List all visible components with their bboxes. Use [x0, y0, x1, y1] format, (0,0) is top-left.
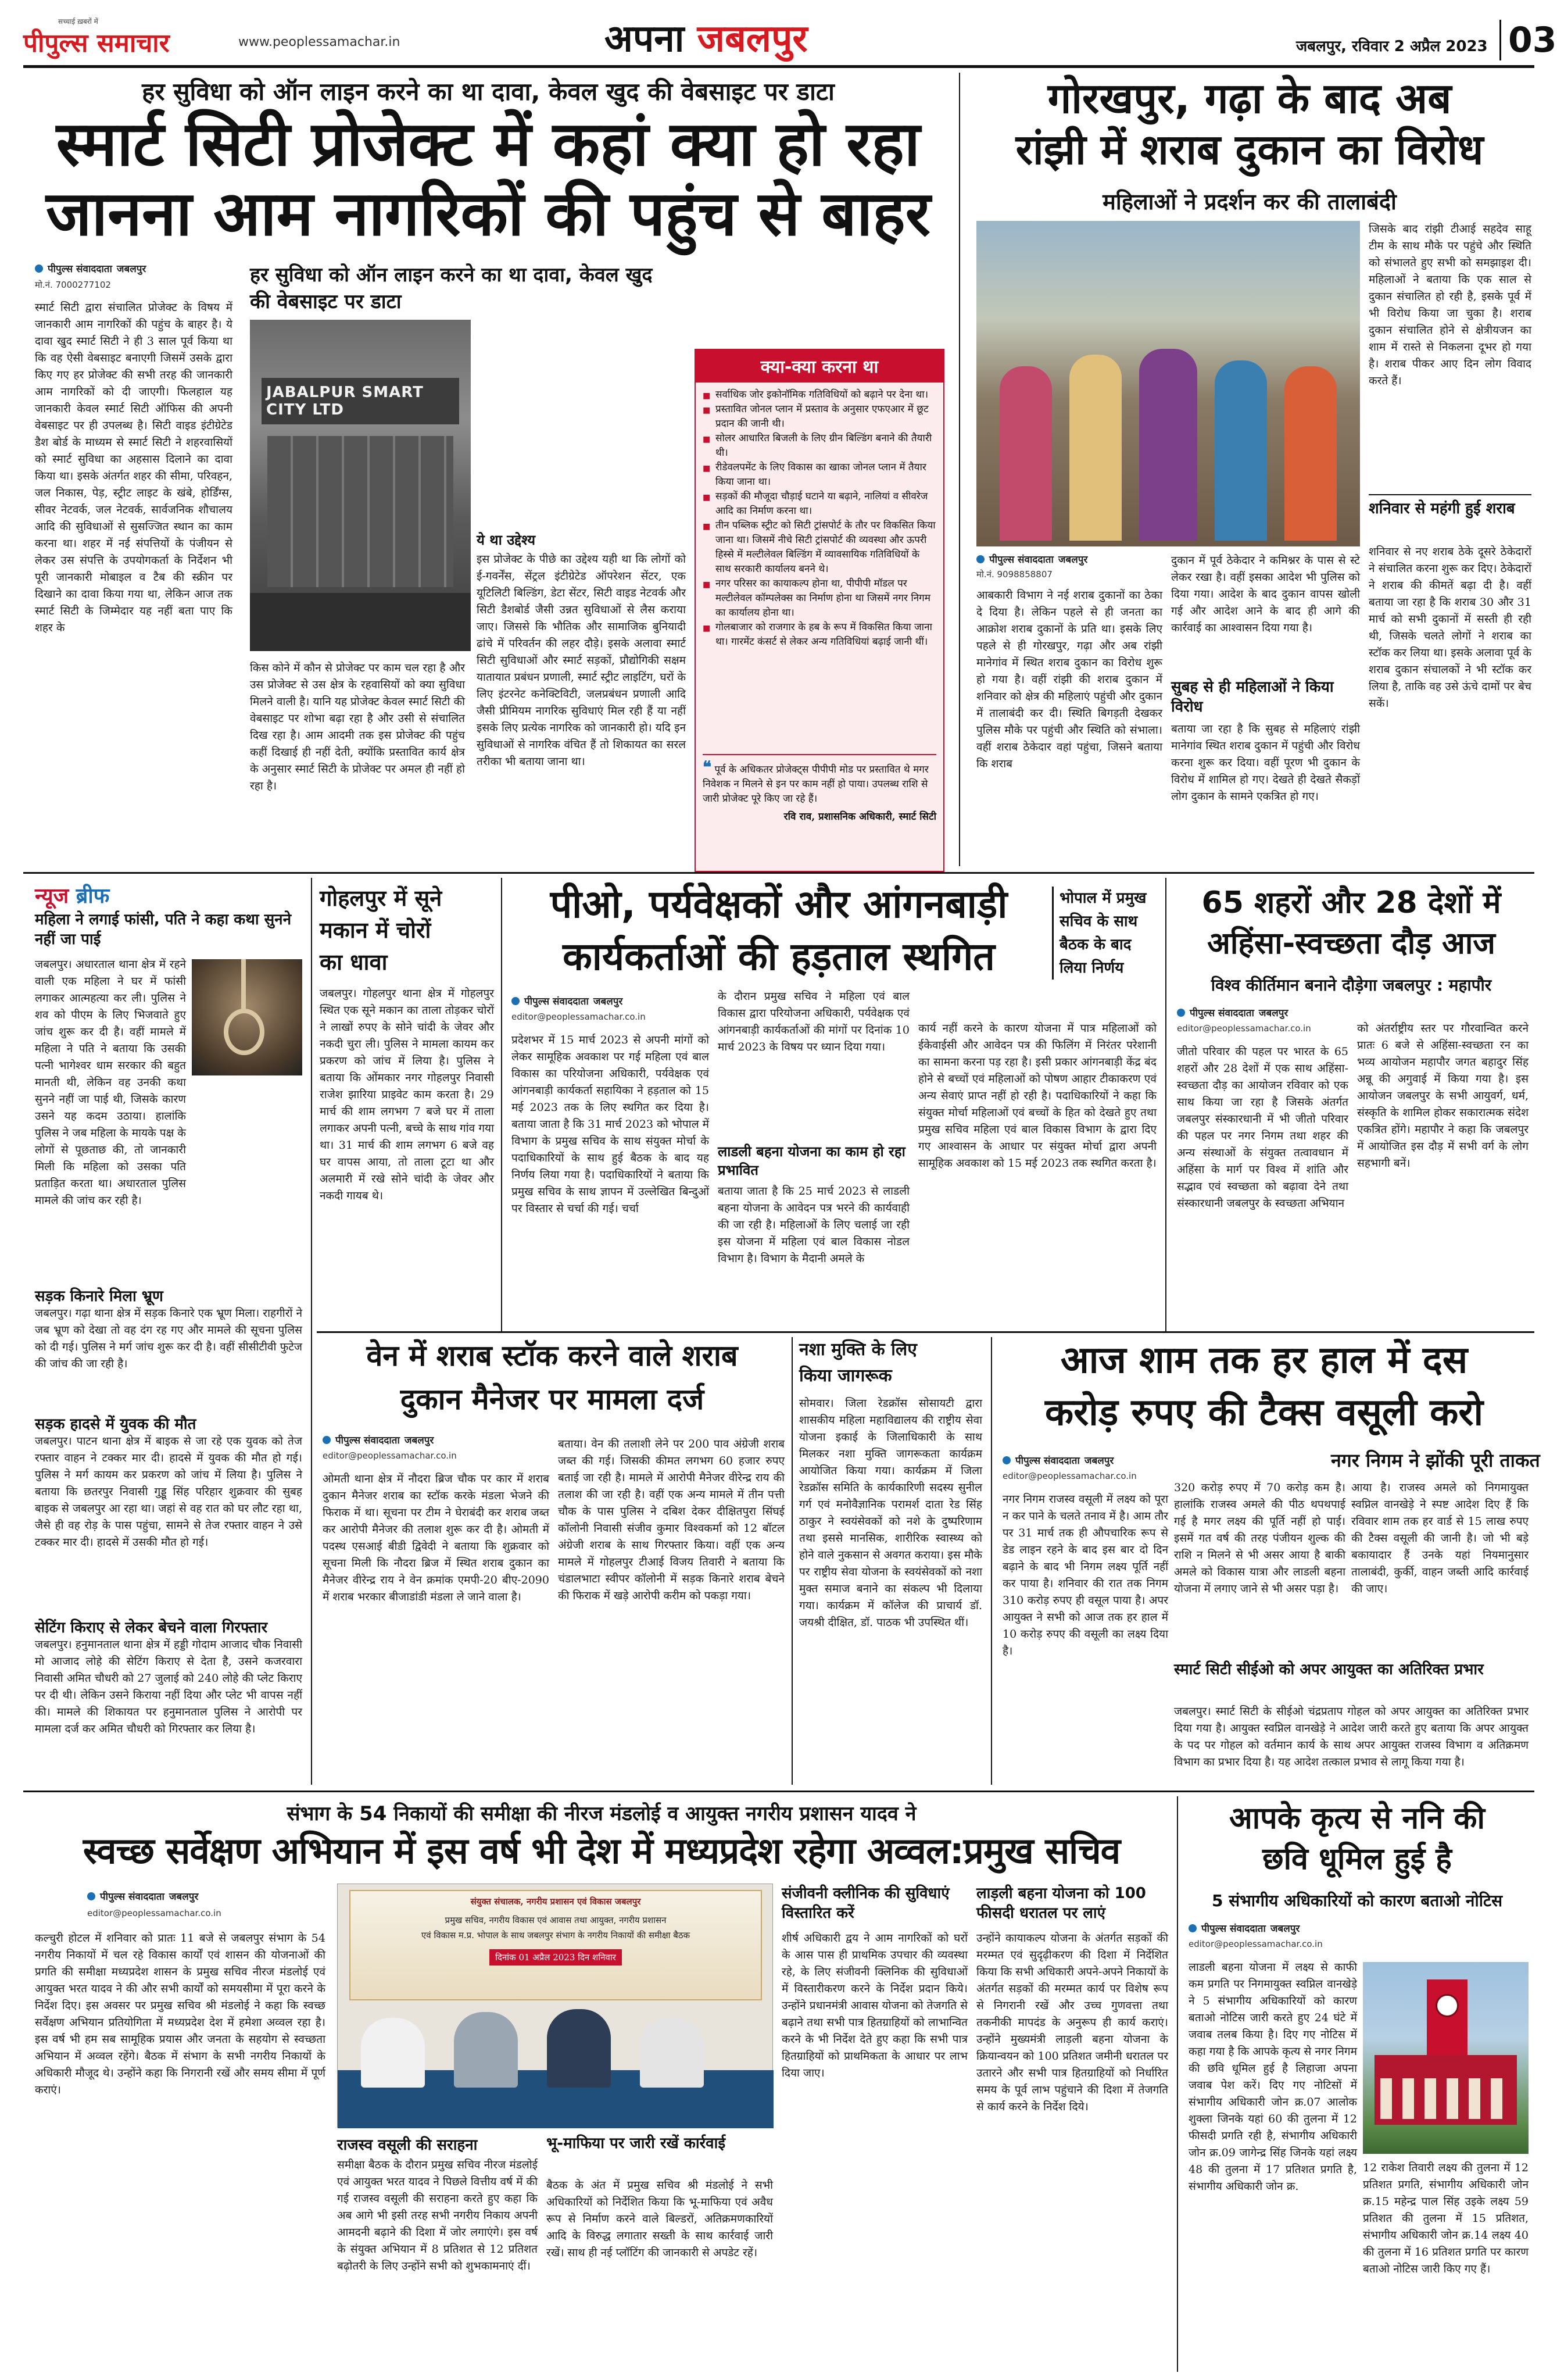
dot-bullet-icon: [1177, 1009, 1185, 1017]
story6-headline-2: दुकान मैनेजर पर मामला दर्ज: [400, 1382, 704, 1416]
section-rule-2: [317, 1331, 1534, 1333]
masthead-rule: [23, 65, 1534, 68]
story8-col1: नगर निगम राजस्व वसूली में लक्ष्य को पूरा न कर पाने के चलते तनाव में है। आम तौर पर 31 मार्च तक ही औपचारिक रूप से डेड लाइन रहने के बाद इस बार दो दिन बढ़ाने के बाद भी निगम लक्ष्य पूर्ति नहीं कर पाया है। शनिवार की रात तक निगम 310 करोड़ रुपए ही वसूल पाया है। अपर आयुक्त ने सभी को आज तक हर हाल में 10 करोड़ रुपए की वसूली का लक्ष्य दिया है।: [1003, 1493, 1168, 1657]
byline-name: पीपुल्स संवाददाता: [1201, 1923, 1266, 1935]
todo-item: ■ सर्वाधिक जोर इकोनॉमिक गतिविधियों को बढ़ाने पर देना था।: [703, 388, 936, 402]
story9-email: editor@peoplessamachar.co.in: [87, 1908, 221, 1918]
story8-text2: जबलपुर। स्मार्ट सिटी के सीईओ चंद्रप्रताप गोहल को अपर आयुक्त का अतिरिक्त प्रभार दिया गया है। आयुक्त स्वप्निल वानखेड़े ने आदेश जारी करते हुए बताया कि अपर आयुक्त के पद पर गोहल को वर्तमान कार्य के साथ अपर आयुक्त राजस्व विभाग व अतिक्रमण विभाग का प्रभार दिया है। यह आदेश तत्काल प्रभाव से लागू किया गया है।: [1174, 1705, 1529, 1768]
story9-text-d: उन्होंने कायाकल्प योजना के अंतर्गत सड़कों की मरम्मत एवं सुदृढ़ीकरण की दिशा में निर्देशित किया कि सभी अधिकारी अपने-अपने निकायों के अंतर्गत सड़कों की मरम्मत कार्य पर विशेष रूप से निगरानी रखें और उच्च गुणवत्ता तथा तकनीकी मापदंड के अनुरूप ही कार्य कराएं। उन्होंने मुख्यमंत्री लाड़ली बहना योजना के क्रियान्वयन को 100 प्रतिशत जमीनी धरातल पर उतारने और सभी पात्र हितग्राहियों को निर्धारित समय के पूर्व लाभ पहुंचाने की दिशा में तेजगति से कार्य करने के निर्देश दिये।: [976, 1932, 1168, 2113]
noose-loop: [224, 1009, 264, 1055]
crowd-2: [1069, 355, 1122, 541]
building-sign: JABALPUR SMART CITY LTD: [262, 378, 459, 424]
story4-headline-1: पीओ, पर्यवेक्षकों और आंगनबाड़ी: [550, 882, 1008, 927]
dot-bullet-icon: [323, 1436, 331, 1444]
story6-col2: बताया। वेन की तलाशी लेने पर 200 पाव अंग्रेजी शराब जब्त की गई। जिसकी कीमत लगभग 60 हजार रुपए बताई जा रही है। मामले में आरोपी मैनेजर वीरेन्द्र राय की तलाश की जा रही है। वहीं एक अन्य मामले में तीन पत्ती चौक के पास पुलिस ने दबिश देकर दीक्षितपुरा सिंघई कॉलोनी निवासी संजीव कुमार विश्वकर्मा को 12 बॉटल अंग्रेजी शराब के साथ गिरफ्तार किया। वहीं एक अन्य मामले में गोहलपुर टीआई विजय तिवारी ने बताया कि चंडालभाटा स्वीपर कॉलोनी में सड़क किनारे शराब बेचने की फिराक में खड़े आरोपी करीम को पकड़ा गया।: [558, 1438, 785, 1602]
page-number: 03: [1499, 20, 1557, 60]
todo-item: ■ नगर परिसर का कायाकल्प होना था, पीपीपी मॉडल पर मल्टीलेवल कॉम्पलेक्स का निर्माण होना था जिसमें नगर निगम का कार्यालय होना था।: [703, 577, 936, 620]
brief-text-2: जबलपुर। गढ़ा थाना क्षेत्र में सड़क किनारे एक भ्रूण मिला। राहगीरों ने जब भ्रूण को देखा तो वह दंग रह गए और मामले की सूचना पुलिस को दी गई। पुलिस ने मर्ग जांच शुरू कर दी है। वहीं सीसीटीवी फुटेज की जांच की जा रही है।: [35, 1307, 302, 1370]
brief-head-3: सड़क हादसे में युवक की मौत: [35, 1416, 196, 1433]
crowd-3: [1139, 349, 1197, 541]
story1-purpose-head: ये था उद्देश्य: [477, 532, 536, 548]
story9-sub-d: लाड़ली बहना योजना को 100 फीसदी धरातल पर लाएं: [976, 1885, 1146, 1922]
story1-headline-2: जानना आम नागरिकों की पहुंच से बाहर: [46, 178, 930, 249]
dot-bullet-icon: [511, 997, 520, 1005]
story6-col1: ओमती थाना क्षेत्र में नौदरा ब्रिज चौक पर कार में शराब दुकान मैनेजर शराब का स्टॉक करके मंडला भेजने की फिराक में था। सूचना पर टीम ने घेराबंदी कर शराब जब्त कर आरोपी मैनेजर की तलाश शुरू कर दी है। ओमती में पदस्थ एसआई बीडी द्विवेदी ने बताया कि शुक्रवार को सूचना मिली कि नौदरा ब्रिज में स्थित शराब दुकान का मैनेजर वीरेन्द्र राय ने वेन क्रमांक एमपी-20 बीए-2090 में शराब भरकार बीजाडांडी मंडला ले जाने वाला है।: [323, 1473, 549, 1603]
story2-side-text: शनिवार से नए शराब ठेके दूसरे ठेकेदारों ने संचालित करना शुरू कर दिए। ठेकेदारों ने शराब की कीमतें बढ़ा दी है। वहीं बताया जा रहा है कि शराब 30 और 31 मार्च को सभी दुकानों में सस्ती ही रही थी, जिसके चलते लोगों ने शराब का स्टॉक कर लिया था। इसके अलावा पूर्व के शराब दुकान संचालकों ने भी स्टॉक कर लिया है, ताकि वह उसे ऊंचे दामों पर बेच सकें।: [1369, 545, 1531, 710]
masthead: [23, 12, 1557, 64]
todo-item: ■ सोलर आधारित बिजली के लिए ग्रीन बिल्डिंग बनाने की तैयारी थी।: [703, 431, 936, 460]
paper-name: पीपुल्स समाचार: [23, 28, 170, 58]
dot-bullet-icon: [87, 1892, 95, 1900]
story9-sub-a: राजस्व वसूली की सराहना: [337, 2136, 478, 2154]
byline-name: पीपुल्स संवाददाता: [989, 554, 1054, 566]
story9-text-c: शीर्ष अधिकारी द्वय ने आम नागरिकों को घरों के आस पास ही प्राथमिक उपचार की व्यवस्था रहे, के लिए संजीवनी क्लिनिक की सुविधाओं में विस्तारीकरण करने के निर्देश प्रदान किये। उन्होंने प्रधानमंत्री आवास योजना को तेजगति से बढ़ाने तथा सभी पात्र हितग्राहियों को लाभान्वित करने के भी निर्देश देते हुए कहा कि सभी पात्र हितग्राहियों को प्राथमिकता के आधार पर लाभ दिया जाए।: [782, 1932, 968, 2079]
section-title: [604, 12, 808, 62]
story6-headline-1: वेन में शराब स्टॉक करने वाले शराब: [366, 1339, 738, 1373]
story10-headline-1: आपके कृत्य से ननि की: [1229, 1801, 1485, 1836]
person-1: [361, 2018, 425, 2088]
dot-bullet-icon: [1189, 1924, 1197, 1932]
story7-headline-1: नशा मुक्ति के लिए: [799, 1339, 917, 1360]
quote-icon: ❝: [703, 757, 712, 777]
municipal-building-photo: [1363, 1962, 1529, 2154]
story8-headline-2: करोड़ रुपए की टैक्स वसूली करो: [1044, 1391, 1484, 1434]
brief-head-4: सेटिंग किराए से लेकर बेचने वाला गिरफ्तार: [35, 1619, 268, 1636]
story2-col-b2: बताया जा रहा है कि सुबह से महिलाएं रांझी मानेगांव स्थित शराब दुकान में पहुंची और विरोध करना शुरू कर दिया। वहीं पूरण भी दुकान के विरोध में शामिल हो गए। देखते ही देखते सैकड़ों लोग दुकान के सामने एकत्रित हो गए।: [1171, 723, 1360, 803]
story4-subhead: लाडली बहना योजना का काम हो रहा प्रभावित: [718, 1143, 905, 1178]
byline-city: जबलपुर: [1084, 1455, 1114, 1467]
story10-photo-caption: 12 राकेश तिवारी लक्ष्य की तुलना में 12 प्रतिशत प्रगति, संभागीय अधिकारी जोन क्र.15 महेन्द्र पाल सिंह उइके लक्ष्य 59 प्रतिशत की तुलना में 15 प्रतिशत, संभागीय अधिकारी जोन क्र.14 लक्ष्य 40 की तुलना में 16 प्रतिशत प्रगति पर कारण बताओ नोटिस जारी किए गए हैं।: [1363, 2161, 1529, 2275]
website-link[interactable]: www.peoplessamachar.in: [238, 35, 400, 49]
section-city: जबलपुर: [697, 17, 808, 60]
story9-text-a: समीक्षा बैठक के दौरान प्रमुख सचिव नीरज मंडलोई एवं आयुक्त भरत यादव ने पिछले वित्तीय वर्ष में की गई राजस्व वसूली की सराहना करते हुए कहा कि अब आगे भी इसी तरह सभी नगरीय निकाय अपनी आमदनी बढ़ाने की दिशा में जोर लगाएंगे। इस वर्ष के संयुक्त अभियान में 8 प्रतिशत से 12 प्रतिशत बढ़ोतरी के लिए उन्होंने सभी को शुभकामनाएं दीं।: [337, 2159, 538, 2272]
story4-byline: [511, 994, 622, 1007]
story2-subhead: महिलाओं ने प्रदर्शन कर की तालाबंदी: [1103, 189, 1397, 215]
story8-subhead: नगर निगम ने झोंकी पूरी ताकत: [1331, 1449, 1540, 1471]
meeting-photo: [337, 1884, 773, 2128]
story7-text: सोमवार। जिला रेडक्रॉस सोसायटी द्वारा शासकीय महिला महाविद्यालय की राष्ट्रीय सेवा योजना इकाई के जिलाधिकारी के साथ मिलकर नशा मुक्ति जागरूकता कार्यक्रम आयोजित किया गया। कार्यक्रम में जिला रेडक्रॉस समिति के कार्यकारिणी सदस्य सुनील गर्ग एवं मनोवैज्ञानिक परामर्श दाता रेड सिंह ठाकुर ने स्वयंसेवकों को नशे के दुष्परिणाम तथा इससे मानसिक, शारीरिक स्वास्थ्य को होने वाले नुकसान से अवगत कराया। इस मौके पर राष्ट्रीय सेवा योजना के स्वयंसेवकों को नशा मुक्त समाज बनाने का संकल्प भी दिलाया गया। कार्यक्रम में कॉलेज की प्राचार्य डॉ. जयश्री दीक्षित, डॉ. पाठक भी उपस्थित थीं।: [799, 1397, 982, 1629]
story2-headline-1: गोरखपुर, गढ़ा के बाद अब: [1047, 74, 1452, 123]
story9-kicker: संभाग के 54 निकायों की समीक्षा की नीरज मंडलोई व आयुक्त नगरीय प्रशासन यादव ने: [287, 1802, 917, 1825]
story2-col-b: दुकान में पूर्व ठेकेदार ने कमिश्नर के पास से स्टे लेकर रखा है। वहीं इसका आदेश भी पुलिस को दिया गया। आदेश के बाद दुकान वापस खोली गई और आदेश आने के बाद ही आगे की कार्रवाई का आश्वासन दिया गया है।: [1171, 554, 1360, 634]
todo-title: क्या-क्या करना था: [695, 349, 944, 383]
story2-headline-2: रांझी में शराब दुकान का विरोध: [1015, 125, 1484, 174]
story8-byline: [1003, 1453, 1114, 1467]
story4-col3: कार्य नहीं करने के कारण योजना में पात्र महिलाओं को ईकेवाईसी और आवेदन पत्र की फिलिंग में निरंतर परेशानी का सामना करना पड़ रहा है। इसी प्रकार आंगनबाड़ी केंद्र बंद होने से बच्चों एवं महिलाओं को पोषण आहार टीकाकरण एवं अन्य सेवाएं प्राप्त नहीं हो रही है। पदाधिकारियों ने कहा कि संयुक्त मोर्चा महिलाओं एवं बच्चों के हित को देखते हुए तथा प्रमुख सचिव महिला एवं बाल विकास विभाग के द्वारा दिए गए आश्वासन के आधार पर संयुक्त मोर्चा द्वारा अपनी सामूहिक अवकाश को 15 मई 2023 तक स्थगित करता है।: [918, 1022, 1157, 1170]
byline-city: जबलपुर: [116, 263, 146, 275]
story9-byline: [87, 1889, 198, 1903]
todo-item: ■ गोलबाजार को राजगार के हब के रूप में विकसित किया जाना था। गारमेंट कंसर्ट से लेकर अन्य गतिविधियां बढ़ाई जानी थीं।: [703, 620, 936, 649]
banner-date: दिनांक 01 अप्रैल 2023 दिन शनिवार: [489, 1949, 622, 1966]
story4-col2: के दौरान प्रमुख सचिव ने महिला एवं बाल विकास द्वारा परियोजना अधिकारी, पर्यवेक्षक एवं आंगनबाड़ी कार्यकर्ताओं की मांगों पर दिनांक 10 मार्च 2023 के विषय पर ध्यान दिया गया।: [718, 990, 910, 1053]
brief-text-1: जबलपुर। अधारताल थाना क्षेत्र में रहने वाली एक महिला ने घर में फांसी लगाकर आत्महत्या कर ली। पुलिस ने शव को पीएम के लिए भिजवाते हुए जांच शुरू कर दी है। वहीं मामले में महिला ने पति ने बताया कि उसकी पत्नी भागेश्वर धाम सरकार की बहुत मानती थी, लेकिन वह उनकी कथा सुनने नहीं जा पाई थी, जिसके कारण उसने यह कदम उठाया। हालांकि पुलिस ने जब महिला के मायके पक्ष के लोगों से पूछताछ की, तो जानकारी मिली कि महिला को उसका पति प्रताड़ित करता था। अधारताल पुलिस मामले की जांच कर रही है।: [35, 958, 186, 1207]
brief-label-b: ब्रीफ: [76, 884, 110, 908]
person-3: [547, 2009, 611, 2088]
column-divider: [991, 1337, 992, 1785]
todo-quote: [703, 754, 936, 824]
byline-city: जबलपुर: [593, 996, 623, 1007]
column-divider: [959, 73, 960, 866]
story5-col1: जीतो परिवार की पहल पर भारत के 65 शहरों और 28 देशों में एक साथ अहिंसा-स्वच्छता दौड़ का आयोजन रविवार को एक साथ किया जा रहा है जिसके अंतर्गत जबलपुर संस्कारधानी में भी जीतो परिवार की पहल पर नगर निगम तथा शहर की अन्य संस्थाओं के संयुक्त तत्वावधान में अहिंसा के मार्ग पर विश्व में शांति और सद्भाव एवं स्वच्छता को बढ़ावा देने तथा संस्कारधानी जबलपुर के स्वच्छता अभियान: [1177, 1045, 1348, 1210]
story9-text-b: बैठक के अंत में प्रमुख सचिव श्री मंडलोई ने सभी अधिकारियों को निर्देशित किया कि भू-माफिया एवं अवैध रूप से निर्माण करने वाले बिल्डरों, अतिक्रमणकारियों आदि के विरुद्ध लगातार सख्ती के साथ कार्रवाई जारी रखें। साथ ही नई प्लॉटिंग की जानकारी से अपडेट रहें।: [546, 2179, 773, 2259]
brief-text-4: जबलपुर। हनुमानताल थाना क्षेत्र में हड्डी गोदाम आजाद चौक निवासी मो आजाद लोहे की सेटिंग किराए से देता है, उसने कजरवारा निवासी अमित चौधरी को 27 जुलाई को 240 लोहे की प्लेट किराए पर दी थी। लेकिन उसने किराया नहीं दिया और प्लेट भी वापस नहीं की। मामले की शिकायत पर हनुमानताल पुलिस ने आरोपी पर मामला दर्ज कर अमित चौधरी को गिरफ्तार कर लिया है।: [35, 1638, 302, 1735]
story1-col1: स्मार्ट सिटी द्वारा संचालित प्रोजेक्ट के विषय में जानकारी आम नागरिकों की पहुंच के बाहर है। ये दावा खुद स्मार्ट सिटी ने ही 3 साल पूर्व किया था कि वह ऐसी वेबसाइट बनाएगी जिसमें उसके द्वारा किए गए हर प्रोजेक्ट की सभी तरह की जानकारी आम नागरिकों को दी जाएगी। फिलहाल यह जानकारी केवल स्मार्ट सिटी ऑफिस की अपनी वेबसाइट पर ही उपलब्ध है। सिटी वाइड इंटीग्रेटेड डैश बोर्ड के माध्यम से स्मार्ट सिटी ने शहरवासियों को स्मार्ट सुविधा का अहसास दिलाने का दावा किया था। इसके अंतर्गत शहर की सीमा, परिवहन, जल निकास, पेड़, स्ट्रीट लाइट के खंबे, होर्डिंग्स, सीवर नेटवर्क, जल नेटवर्क, सार्वजनिक शौचालय आदि की सुविधाओं से सुसज्जित स्थान का काम करना था। शहर में नई संपत्तियों के पंजीयन से लेकर उस संपत्ति के उपयोगकर्ता के निर्देशन भी पूरी जानकारी मोबाइल व टैब की स्क्रीन पर दिखाने का दावा किया गया था, लेकिन आज तक स्मार्ट सिटी के जिम्मेदार यह नहीं बता पाए कि शहर के: [35, 301, 232, 634]
building-clock: [1436, 1994, 1459, 2017]
story8-col2: 320 करोड़ रुपए में 70 करोड़ कम है। हालांकि राजस्व अमले की पीठ थपथपाई गई है मगर लक्ष्य की पूर्ति नहीं हो पाई। इसमें गत वर्ष की तरह पंजीयन शुल्क की राशि न मिलने से भी असर आया है बाकी अमले को विकास यात्रा और लाडली बहना योजना में लगाए जाने से भी असर पड़ा है।: [1174, 1481, 1345, 1595]
byline-name: पीपुल्स संवाददाता: [335, 1435, 400, 1446]
column-divider: [1165, 878, 1166, 1331]
quote-text: पूर्व के अधिकतर प्रोजेक्ट्स पीपीपी मोड पर प्रस्तावित थे मगर निवेशक न मिलने से इन पर काम नहीं हो पाया। उपलब्ध राशि से जारी प्रोजेक्ट पूरे किए जा रहे हैं।: [703, 764, 929, 805]
story4-email: editor@peoplessamachar.co.in: [511, 1012, 646, 1022]
building-floor: [250, 593, 471, 651]
dot-bullet-icon: [1003, 1456, 1011, 1464]
story5-email: editor@peoplessamachar.co.in: [1177, 1023, 1311, 1034]
story1-byline: [35, 262, 146, 275]
byline-name: पीपुल्स संवाददाता: [524, 996, 589, 1007]
dot-bullet-icon: [35, 265, 43, 273]
todo-item: ■ रीडेवलपमेंट के लिए विकास का खाका जोनल प्लान में तैयार किया जाना था।: [703, 460, 936, 489]
todo-box: [695, 349, 944, 872]
story10-col1: लाडली बहना योजना में लक्ष्य से काफी कम प्रगति पर निगमायुक्त स्वप्निल वानखेड़े ने 5 संभागीय अधिकारियों को कारण बताओ नोटिस जारी करते हुए 24 घंटे में जवाब तलब किया है। दिए गए नोटिस में कहा गया है कि आपके कृत्य से नगर निगम की छवि धूमिल हुई है लिहाजा अपना जवाब पेश करें। दिए गए नोटिसों में संभागीय अधिकारी जोन क्र.07 आलोक शुक्ला जिनके यहां 60 की तुलना में 12 फीसदी प्रगति रही है, संभागीय अधिकारी जोन क्र.09 जागेन्द्र सिंह जिनके यहां लक्ष्य 48 की तुलना में 17 प्रतिशत प्रगति है, संभागीय अधिकारी जोन क्र.: [1189, 1961, 1357, 2193]
story1-photo-caption: हर सुविधा को ऑन लाइन करने का था दावा, केवल खुद की वेबसाइट पर डाटा: [250, 263, 653, 313]
crowd-4: [1215, 360, 1267, 541]
story5-byline: [1177, 1006, 1288, 1019]
noose-photo: [192, 959, 302, 1075]
byline-city: जबलपुर: [169, 1891, 199, 1903]
byline-city: जबलपुर: [404, 1435, 434, 1446]
story7-headline-2: किया जागरूक: [799, 1366, 892, 1386]
story8-col3: आया है। राजस्व अमले को निगमायुक्त स्वप्निल वानखेड़े ने स्पष्ट आदेश दिए हैं कि रविवार शाम तक हर वार्ड से 15 लाख रुपए की टैक्स वसूली की जानी है। जो भी बड़े बकायादार हैं उनके यहां नियमानुसार तालाबंदी, कुर्की, वाहन जब्ती आदि कार्रवाई की जाए।: [1351, 1481, 1529, 1595]
story4-col1: प्रदेशभर में 15 मार्च 2023 से अपनी मांगों को लेकर सामूहिक अवकाश पर गई महिला एवं बाल विकास का परियोजना अधिकारी, पर्यवेक्षक एवं आंगनबाड़ी कार्यकर्ता सहायिका ने हड़ताल को 15 मई 2023 तक के लिए स्थगित कर दिया है। बताया जाता है कि 31 मार्च 2023 को भोपाल में विभाग के प्रमुख सचिव के साथ संयुक्त मोर्चा के पदाधिकारियों के साथ हुई बैठक के बाद यह निर्णय लिया गया है। पदाधिकारियों ने बताया कि प्रमुख सचिव के साथ ज्ञापन में उल्लेखित बिन्दुओं पर विस्तार से चर्चा की गई। चर्चा: [511, 1034, 709, 1215]
story2-right-col: जिसके बाद रांझी टीआई सहदेव साहू टीम के साथ मौके पर पहुंचे और स्थिति को संभालते हुए सभी को समझाइश दी। महिलाओं ने बताया कि एक साल से दुकान संचालित हो रही है, इसके पूर्व में भी विरोध किया जा चुका है। शराब दुकान संचालित होने से क्षेत्रीयजन का शाम में रास्ते से निकलना दूभर हो गया है। शराब पीकर आए दिन लोग विवाद करते हैं।: [1369, 223, 1531, 387]
section-prefix: अपना: [604, 17, 685, 60]
story4-col2b: बताया जाता है कि 25 मार्च 2023 से लाडली बहना योजना के आवेदन पत्र भरने की कार्यवाही की जा रही है। महिलाओं के लिए चलाई जा रही इस योजना में महिला एवं बाल विकास नोडल विभाग है। विभाग के मैदानी अमले के: [718, 1185, 910, 1265]
protest-photo: [976, 221, 1360, 546]
story3-headline-3: का धावा: [320, 949, 388, 975]
column-divider: [1177, 1796, 1178, 2372]
story6-byline: [323, 1433, 434, 1446]
byline-city: जबलपुर: [1258, 1007, 1288, 1019]
story9-sub-b: भू-माफिया पर जारी रखें कार्रवाई: [546, 2135, 726, 2152]
person-4: [640, 2018, 704, 2088]
story2-subhead-b: सुबह से ही महिलाओं ने किया विरोध: [1171, 678, 1334, 716]
story2-mobile: मो.नं. 9098858807: [976, 569, 1053, 580]
column-divider: [792, 1337, 793, 1785]
brief-label-a: न्यूज: [35, 884, 69, 908]
story8-subhead2: स्मार्ट सिटी सीईओ को अपर आयुक्त का अतिरिक्त प्रभार: [1174, 1661, 1484, 1678]
dateline: जबलपुर, रविवार 2 अप्रैल 2023: [1296, 38, 1488, 55]
story10-email: editor@peoplessamachar.co.in: [1189, 1939, 1323, 1949]
byline-name: पीपुल्स संवाददाता: [100, 1891, 164, 1903]
paper-tagline: सच्चाई ख़बरों में: [58, 17, 98, 26]
story4-headline-2: कार्यकर्ताओं की हड़ताल स्थगित: [563, 934, 995, 979]
story2-col-a: आबकारी विभाग ने नई शराब दुकानों का ठेका दे दिया है। लेकिन पहले से ही जनता का आक्रोश शराब दुकानों के प्रति था। इसके लिए पहले से ही गोरखपुर, गढ़ा और अब रांझी मानेगांव में स्थित शराब दुकान का विरोध शुरू हो गया है। वहीं रांझी की शराब दुकान में शनिवार को क्षेत्र की महिलाएं पहुंची और दुकान में तालाबंदी कर दी। स्थिति बिगड़ती देखकर पुलिस मौके पर पहुंची और स्थिति को संभाला। वहीं शराब ठेकेदार वहां पहुंचा, जिसने बताया कि शराब: [976, 589, 1162, 770]
story1-col2: किस कोने में कौन से प्रोजेक्ट पर काम चल रहा है और उस प्रोजेक्ट से उस क्षेत्र के रहवासियों को क्या सुविधा मिलने वाली है। यानि यह प्रोजेक्ट केवल स्मार्ट सिटी की वेबसाइट पर शोभा बढ़ा रहा है और उसी से संचालित दिख रहा है। आम आदमी तक इस प्रोजेक्ट की पहुंच कहीं दिखाई ही नहीं देती, क्योंकि प्रस्तावित कार्य क्षेत्र के अनुसार स्मार्ट सिटी के प्रोजेक्ट पर अमल ही नहीं हो रहा है।: [250, 662, 465, 792]
byline-name: पीपुल्स संवाददाता: [1015, 1455, 1080, 1467]
story5-col2: को अंतर्राष्ट्रीय स्तर पर गौरवान्वित करने प्रातः 6 बजे से अहिंसा-स्वच्छता रन का भव्य आयोजन महापौर जगत बहादुर सिंह अन्नू की अगुवाई में किया गया है। इस आयोजन जबलपुर के सभी आयुवर्ग, धर्म, संस्कृति के शामिल होकर सकारात्मक संदेश एकत्रित होंगे। महापौर ने कहा कि जबलपुर में आयोजित इस दौड़ में सभी वर्ग के लोग सहभागी बनें।: [1357, 1022, 1529, 1170]
story5-headline-2: अहिंसा-स्वच्छता दौड़ आज: [1207, 926, 1495, 961]
byline-name: पीपुल्स संवाददाता: [1190, 1007, 1254, 1019]
crowd-5: [1284, 366, 1337, 541]
todo-list: [696, 382, 943, 754]
quote-attribution: रवि राव, प्रशासनिक अधिकारी, स्मार्ट सिटी: [783, 811, 936, 823]
story5-subhead: विश्व कीर्तिमान बनाने दौड़ेगा जबलपुर : महापौर: [1211, 975, 1492, 995]
story10-headline-2: छवि धूमिल हुई है: [1262, 1842, 1452, 1877]
story4-side-deck: भोपाल में प्रमुख सचिव के साथ बैठक के बाद लिया निर्णय: [1052, 887, 1157, 980]
todo-item: ■ प्रस्तावित जोनल प्लान में प्रस्ताव के अनुसार एफएआर में छूट प्रदान की जानी थी।: [703, 402, 936, 431]
section-rule-3: [23, 1791, 1534, 1792]
brief-text-3: जबलपुर। पाटन थाना क्षेत्र में बाइक से जा रहे एक युवक को तेज रफ्तार वाहन ने टक्कर मार दी। हादसे में युवक की मौत हो गई। पुलिस ने मर्ग कायम कर प्रकरण को जांच में लिया है। पुलिस ने बताया कि छतरपुर निवासी गुड्डू सिंह परिहार शुक्रवार की सुबह बाइक से जबलपुर आ रहा था। जहां से वह रात को घर लौट रहा था, जैसे ही वह रोड़ के पास पहुंचा, सामने से तेज रफ्तार वाहन ने उसे टक्कर मार दी। हादसे में उसकी मौत हो गई।: [35, 1435, 302, 1549]
byline-city: जबलपुर: [1270, 1923, 1300, 1935]
story10-subhead: 5 संभागीय अधिकारियों को कारण बताओ नोटिस: [1211, 1891, 1503, 1910]
story9-col1: कल्चुरी होटल में शनिवार को प्रातः 11 बजे से जबलपुर संभाग के 54 नगरीय निकायों में चल रहे विकास कार्यों एवं शासन की योजनाओं की प्रगति की समीक्षा मध्यप्रदेश शासन के प्रमुख सचिव नीरज मंडलोई एवं आयुक्त भरत यादव ने की और सभी कार्यों को समयसीमा में पूरा करने के निर्देश दिए। इस अवसर पर प्रमुख सचिव श्री मंडलोई ने कहा कि स्वच्छ सर्वेक्षण अभियान प्रतियोगिता में मध्यप्रदेश देश में हमेशा अव्वल रहा है। इस वर्ष भी हम सब सामूहिक प्रयास और जनता के सहयोग से स्वच्छता अभियान में अव्वल रहेंगे। बैठक में संभाग के सभी नगरीय निकायों के अधिकारी मौजूद थे। उन्होंने कहा कि निगरानी रखें और समय सीमा में पूर्ण कराएं।: [35, 1932, 325, 2096]
person-2: [454, 2012, 518, 2088]
column-divider: [311, 878, 312, 1785]
crowd-1: [1000, 366, 1052, 541]
brief-head-2: सड़क किनारे मिला भ्रूण: [35, 1288, 163, 1305]
story9-sub-c: संजीवनी क्लीनिक की सुविधाएं विस्तारित करें: [782, 1885, 950, 1922]
story1-mobile: मो.नं. 7000277102: [35, 280, 111, 290]
banner-line-1: संयुक्त संचालक, नगरीय प्रशासन एवं विकास जबलपुर: [470, 1896, 641, 1907]
story2-side-head: शनिवार से महंगी हुई शराब: [1369, 494, 1531, 519]
story3-headline-2: मकान में चोरों: [320, 917, 431, 943]
news-brief-label: [35, 881, 109, 909]
story5-headline-1: 65 शहरों और 28 देशों में: [1201, 885, 1501, 920]
story8-headline-1: आज शाम तक हर हाल में दस: [1060, 1339, 1468, 1382]
brief-head-1: महिला ने लगाई फांसी, पति ने कहा कथा सुनने नहीं जा पाई: [35, 911, 292, 948]
story1-kicker: हर सुविधा को ऑन लाइन करने का था दावा, केवल खुद की वेबसाइट पर डाटा: [142, 77, 835, 106]
dot-bullet-icon: [976, 555, 985, 563]
meeting-banner: [349, 1890, 762, 2000]
building-tower: [1427, 1979, 1467, 2061]
todo-item: ■ तीन पब्लिक स्ट्रीट को सिटी ट्रांसपोर्ट के तौर पर विकसित किया जाना था। जिसमें नीचे सिटी ट्रांसपोर्ट की व्यवस्था और ऊपरी हिस्से में मल्टीलेवल बिल्डिंग में व्यावसायिक गतिविधियों के साथ सरकारी कार्यालय बनने थे।: [703, 519, 936, 577]
story2-byline: [976, 552, 1087, 566]
story9-headline: स्वच्छ सर्वेक्षण अभियान में इस वर्ष भी देश में मध्यप्रदेश रहेगा अव्वल:प्रमुख सचिव: [83, 1829, 1121, 1872]
section-rule-1: [23, 872, 1534, 874]
building-glass: [267, 436, 453, 587]
building-arches: [1380, 2078, 1511, 2119]
todo-item: ■ सड़कों की मौजूदा चौड़ाई घटाने या बढ़ाने, नालियां व सीवरेज आदि का निर्माण करना था।: [703, 489, 936, 519]
story3-headline-1: गोहलपुर में सूने: [320, 885, 442, 911]
banner-line-3: एवं विकास म.प्र. भोपाल के साथ जबलपुर संभाग के नगरीय निकायों की समीक्षा बैठक: [421, 1930, 690, 1941]
noose-rope: [241, 959, 246, 1012]
byline-city: जबलपुर: [1058, 554, 1088, 566]
story6-email: editor@peoplessamachar.co.in: [323, 1450, 457, 1461]
story3-text: जबलपुर। गोहलपुर थाना क्षेत्र में गोहलपुर स्थित एक सूने मकान का ताला तोड़कर चोरों ने लाखों रुपए के सोने चांदी के जेवर और नकदी चुरा ली। पुलिस ने मामला कायम कर प्रकरण को जांच में लिया है। पुलिस ने बताया कि ओंमकार नगर गोहलपुर निवासी राजेश झारिया प्राइवेट काम करता है। 29 मार्च की शाम लगभग 7 बजे घर में ताला लगाकर अपनी पत्नी, बच्चे के साथ गांव गया था। 31 मार्च की शाम लगभग 6 बजे वह घर वापस आया, तो ताला टूटा था और अलमारी में रखे सोने चांदी के जेवर और नकदी गायब थे।: [320, 987, 494, 1202]
column-divider: [501, 878, 502, 1331]
story1-col3: इस प्रोजेक्ट के पीछे का उद्देश्य यही था कि लोगों को ई-गवर्नेंस, सेंट्रल इंटीग्रेटेड ऑपरेशन सेंटर, एक यूटिलिटी बिल्डिंग, डेटा सेंटर, सिटी वाइड नेटवर्क और सिटी डैशबोर्ड जैसी उन्नत सुविधाओं से लैस कराया जाए। जिससे कि भौतिक और सामाजिक बुनियादी ढांचे में परिवर्तन की लहर दौड़े। इसके अलावा स्मार्ट सिटी सुविधाओं और स्मार्ट सड़कों, प्रौद्योगिकी सक्षम यातायात प्रबंधन प्रणाली, स्मार्ट स्ट्रीट लाइटिंग, घरों के लिए इंटरनेट कनेक्टिविटी, जलप्रबंधन प्रणाली आदि जैसी प्रीमियम नागरिक सुविधाएं मिल रही हैं या नहीं इसके लिए प्रत्येक नागरिक को जानकारी हो। यदि इन सुविधाओं से नागरिक वंचित हैं तो शिकायत का सरल तरीका भी बताया जाना था।: [477, 553, 686, 768]
banner-line-2: प्रमुख सचिव, नगरीय विकास एवं आवास तथा आयुक्त, नगरीय प्रशासन: [445, 1915, 667, 1925]
byline-name: पीपुल्स संवाददाता: [48, 263, 112, 275]
story8-email: editor@peoplessamachar.co.in: [1003, 1471, 1137, 1481]
story1-headline-1: स्मार्ट सिटी प्रोजेक्ट में कहां क्या हो रहा: [56, 108, 921, 180]
paper-logo[interactable]: [23, 16, 221, 57]
smart-city-building-photo: [250, 320, 471, 651]
story10-byline: [1189, 1921, 1300, 1935]
